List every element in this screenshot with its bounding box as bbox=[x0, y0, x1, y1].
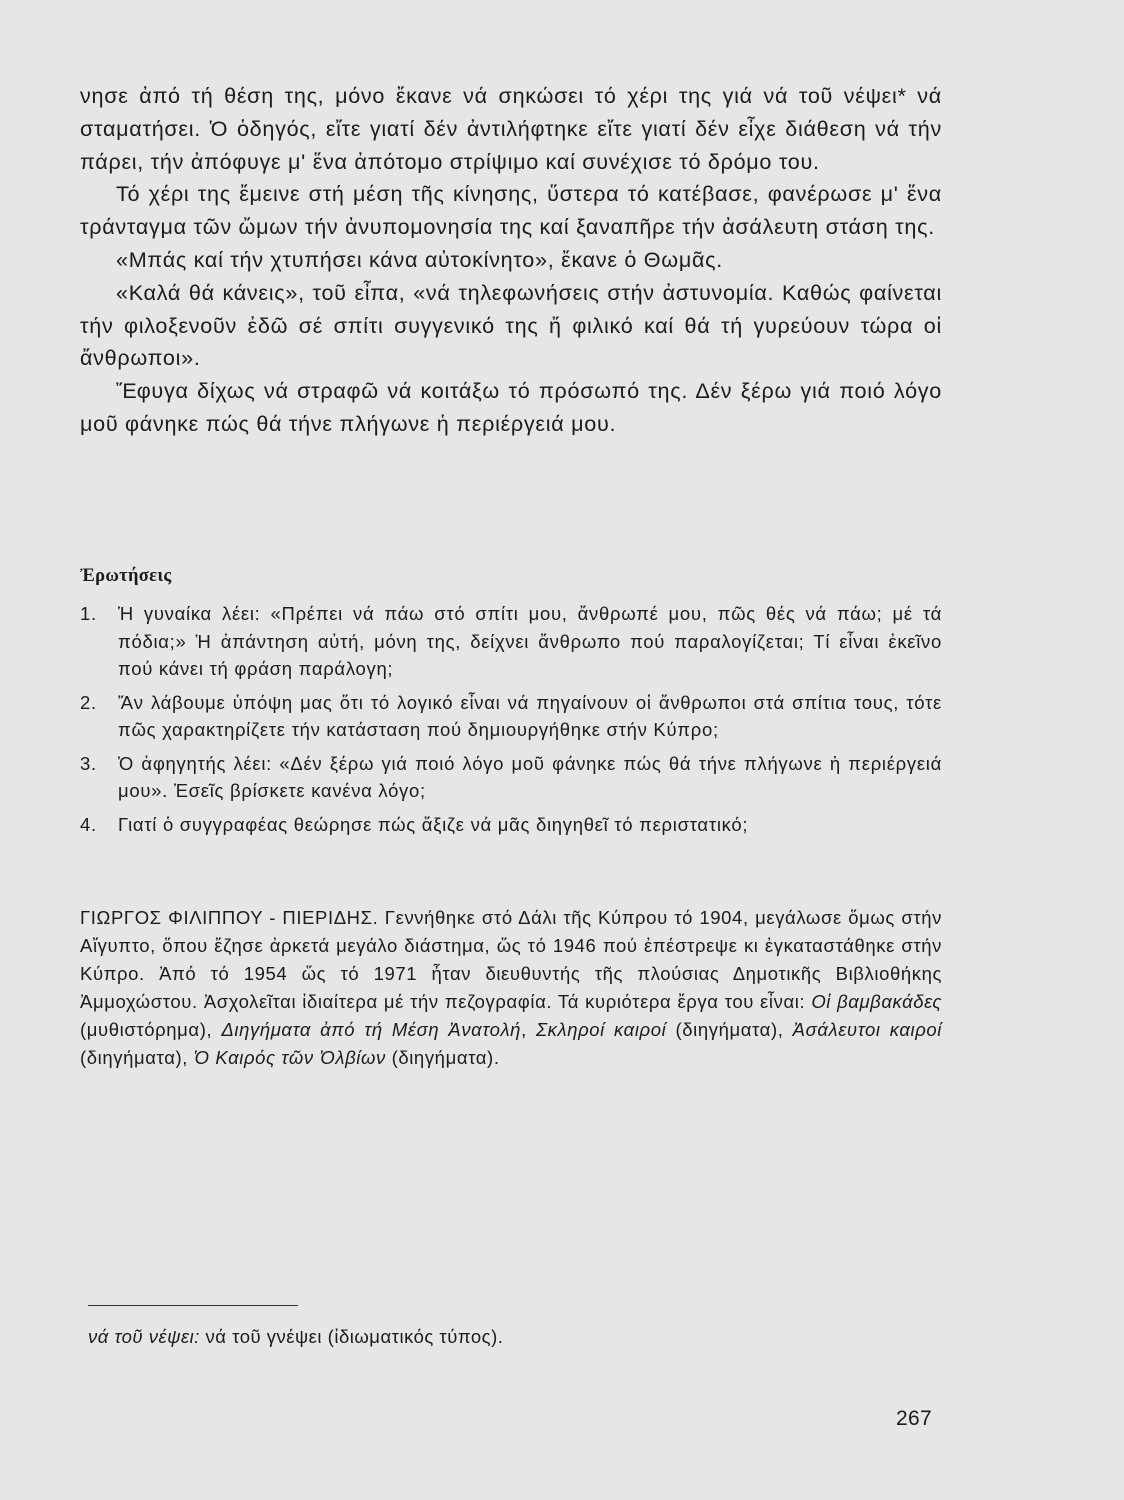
question-text: Ὁ ἀφηγητής λέει: «Δέν ξέρω γιά ποιό λόγο μοῦ φάνηκε πώς θά τήνε πλήγωνε ἡ περιέργειά μου». Ἐσεῖς βρίσκετε κανένα λόγο; bbox=[118, 752, 942, 801]
author-biography bbox=[80, 904, 942, 1072]
bio-intro: ΓΙΩΡΓΟΣ ΦΙΛΙΠΠΟΥ - ΠΙΕΡΙΔΗΣ. Γεννήθηκε στό Δάλι τῆς Κύπρου τό 1904, μεγάλωσε ὅμως στήν Αἴγυπτο, ὅπου ἔζησε ἀρκετά μεγάλο διάστημα, ὥς τό 1946 πού ἐπέστρεψε κι ἐγκαταστάθηκε στήν Κύπρο. Ἀπό τό 1954 ὥς τό 1971 ἦταν διευθυντής τῆς πλούσιας Δημοτικῆς Βιβλιοθήκης Ἀμμοχώστου. Ἀσχολεῖται ἰδιαίτερα μέ τήν πεζογραφία. Τά κυριότερα ἔργα του εἶναι: bbox=[80, 907, 942, 1012]
footnote bbox=[88, 1326, 908, 1348]
story-paragraph: νησε ἀπό τή θέση της, μόνο ἔκανε νά σηκώσει τό χέρι της γιά νά τοῦ νέψει* νά σταματήσει. Ὁ ὁδηγός, εἴτε γιατί δέν ἀντιλήφτηκε εἴτε γιατί δέν εἶχε διάθεση νά τήν πάρει, τήν ἀπόφυγε μ' ἕνα ἀπότομο στρίψιμο καί συνέχισε τό δρόμο του. bbox=[80, 83, 942, 174]
question-number: 2. bbox=[80, 691, 97, 713]
story-paragraph: Ἔφυγα δίχως νά στραφῶ νά κοιτάξω τό πρόσωπό της. Δέν ξέρω γιά ποιό λόγο μοῦ φάνηκε πώς θά τήνε πλήγωνε ἡ περιέργειά μου. bbox=[80, 378, 942, 436]
question-number: 3. bbox=[80, 752, 97, 774]
bio-work-title: Ἀσάλευτοι καιροί bbox=[792, 1019, 942, 1040]
bio-separator: , bbox=[521, 1019, 536, 1040]
footnote-definition: νά τοῦ γνέψει (ἰδιωματικός τύπος). bbox=[199, 1326, 504, 1347]
questions-heading: Ἐρωτήσεις bbox=[80, 566, 172, 586]
story-paragraph: Τό χέρι της ἔμεινε στή μέση τῆς κίνησης, ὕστερα τό κατέβασε, φανέρωσε μ' ἕνα τράνταγμα τῶν ὤμων τήν ἀνυπομονησία της καί ξαναπῆρε τήν ἀσάλευτη στάση της. bbox=[80, 181, 942, 240]
page-number: 267 bbox=[896, 1407, 932, 1430]
question-number: 4. bbox=[80, 813, 97, 835]
bio-work-note: (διηγήματα), bbox=[80, 1047, 194, 1068]
question-text: Ἡ γυναίκα λέει: «Πρέπει νά πάω στό σπίτι μου, ἄνθρωπέ μου, πῶς θές νά πάω; μέ τά πόδια;» Ἡ ἀπάντηση αὐτή, μόνη της, δείχνει ἄνθρωπο πού παραλογίζεται; Τί εἶναι ἐκεῖνο πού κάνει τή φράση παράλογη; bbox=[118, 603, 942, 679]
story-paragraph: «Μπάς καί τήν χτυπήσει κάνα αὐτοκίνητο», ἔκανε ὁ Θωμᾶς. bbox=[116, 246, 723, 272]
question-text: Ἄν λάβουμε ὑπόψη μας ὅτι τό λογικό εἶναι νά πηγαίνουν οἱ ἄνθρωποι στά σπίτια τους, τότε πῶς χαρακτηρίζετε τήν κατάσταση πού δημιουργήθηκε στήν Κύπρο; bbox=[118, 691, 942, 740]
story-paragraph: «Καλά θά κάνεις», τοῦ εἶπα, «νά τηλεφωνήσεις στήν ἀστυνομία. Καθώς φαίνεται τήν φιλοξενοῦν ἐδῶ σέ σπίτι συγγενικό της ἤ φιλικό καί θά τή γυρεύουν τώρα οἱ ἄνθρωποι». bbox=[80, 279, 942, 371]
question-item bbox=[80, 811, 942, 839]
bio-work-title: Διηγήματα ἀπό τή Μέση Ἀνατολή bbox=[221, 1019, 522, 1040]
bio-work-title: Σκληροί καιροί bbox=[535, 1019, 667, 1040]
question-item bbox=[80, 689, 942, 744]
bio-work-note: (διηγήματα). bbox=[385, 1047, 500, 1068]
bio-work-note: (μυθιστόρημα), bbox=[80, 1019, 222, 1040]
footnote-term: νά τοῦ νέψει: bbox=[88, 1326, 200, 1347]
bio-work-title: Οἱ βαμβακάδες bbox=[811, 991, 942, 1012]
footnote-divider bbox=[88, 1305, 298, 1306]
story-text bbox=[80, 80, 942, 441]
question-number: 1. bbox=[80, 603, 97, 624]
question-text: Γιατί ὁ συγγραφέας θεώρησε πώς ἄξιζε νά μᾶς διηγηθεῖ τό περιστατικό; bbox=[118, 813, 749, 835]
bio-work-note: (διηγήματα), bbox=[666, 1019, 793, 1040]
bio-work-title: Ὁ Καιρός τῶν Ὀλβίων bbox=[193, 1047, 386, 1068]
question-item bbox=[80, 600, 942, 683]
question-item bbox=[80, 750, 942, 805]
questions-list bbox=[80, 600, 942, 844]
